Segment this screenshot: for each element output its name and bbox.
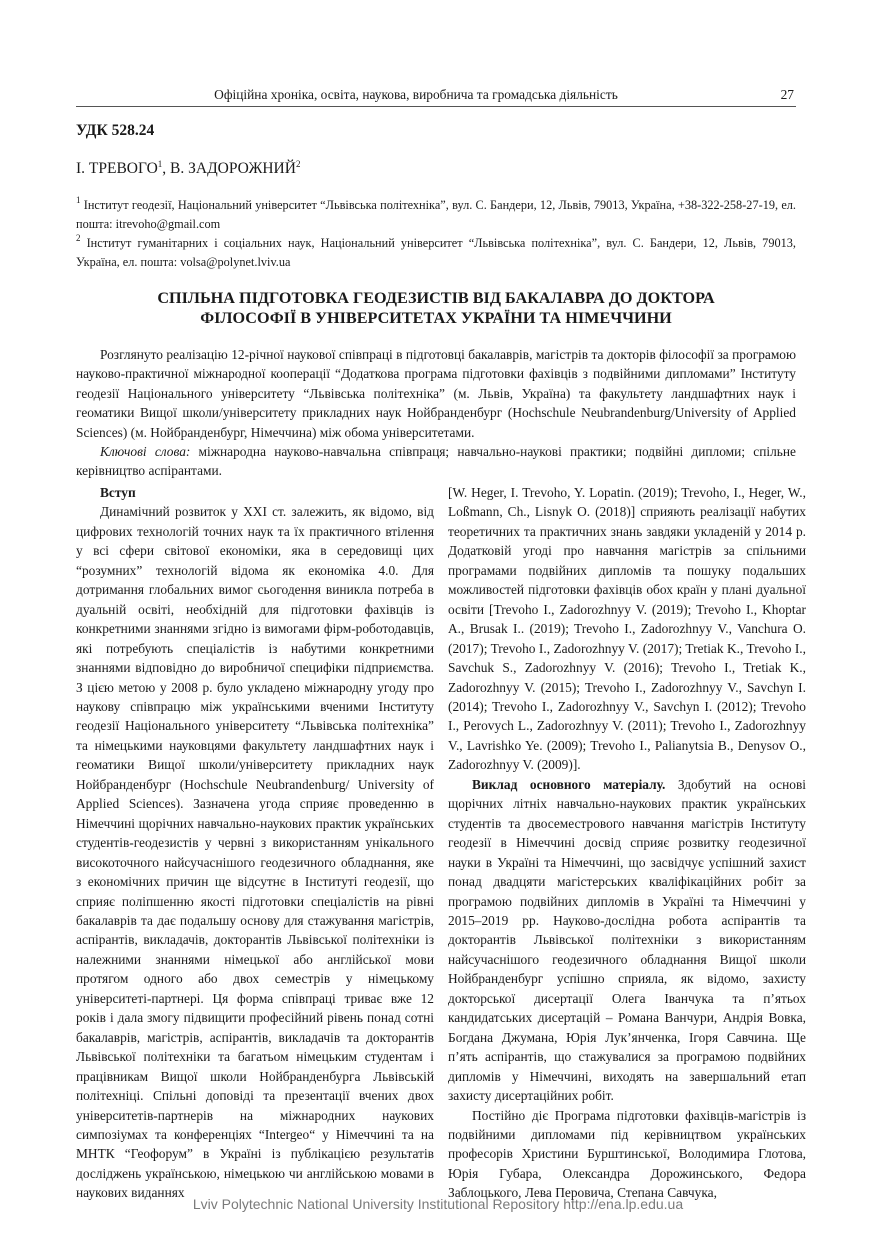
paper-title: [76, 288, 796, 328]
affiliation-2: [76, 234, 796, 272]
repository-footer: Lviv Polytechnic National University Institutional Repository http://ena.lp.edu.ua: [192, 1196, 684, 1212]
paper-title-line-1: СПІЛЬНА ПІДГОТОВКА ГЕОДЕЗИСТІВ ВІД БАКАЛАВРА ДО ДОКТОРА: [157, 289, 715, 307]
udk-code: УДК 528.24: [76, 122, 155, 139]
running-head: [76, 86, 796, 107]
intro-paragraph: Динамічний розвиток у XXI ст. залежить, як відомо, від цифрових технологій точних наук та їх практичного втілення у всі сфери світової економіки, яка в середовищі цих “розумних” технологій відома як економіка 4.0. Для дотримання глобальних вимог сьогодення виникла потреба в дуальній освіті, необхідній для підготовки фахівців із конкретними знаннями згідно із вимогами фірм-роботодавців, які потребують спеціалістів із набутими конкретними знаннями відповідно до виробничої специфіки підприємства. З цією метою у 2008 р. було укладено міжнародну угоду про наукову співпрацю між українськими вченими Інституту геодезії Національного університету “Львівська політехніка” та німецькими науковцями факультету ландшафтних наук і геоматики Вищої школи/університету прикладних наук Нойбранденбург (Hochschule Neubrandenburg/ University of Applied Sciences). Зазначена угода сприяє проведенню в Німеччині щорічних навчально-наукових практик українських студентів-геодезистів у червні з використанням унікального високоточного найсучаснішого геодезичного обладнання, яке з економічних причин ще відсутнє в Інституті геодезії, що сприяє поліпшенню якості підготовки спеціалістів на рівні бакалаврів та дає подальшу основу для стажування магістрів, аспірантів, викладачів, докторантів Львівської політехніки із належними знаннями німецької або англійської мови протягом одного або двох семестрів у німецькому університеті-партнері. Ця форма співпраці триває вже 12 років і дала змогу підвищити професійний рівень понад сотні бакалаврів, магістрів, аспірантів, викладачів та докторантів Львівської політехніки та багатьом німецьким студентам і працівникам Вищої школи Нойбранденбурга Львівській політехніці. Спільні доповіді та презентації вчених двох університетів-партнерів на міжнародних наукових симпозіумах та конференціях “Intergeo“ у Німеччині та на МНТК “Геофорум” в Україні із публікацією результатів досліджень українською, німецькою чи англійською мовами в наукових виданнях: [76, 504, 434, 1201]
right-column: [448, 483, 806, 1203]
main-material-text: Здобутий на основі щорічних літніх навчально-наукових практик українських студентів та двосеместрового навчання магістрів Інституту геодезії в Німеччині досвід сприяє розвитку геодезичної науки в Україні та Німеччині, що засвідчує успішний захист понад двадцяти магістерських кваліфікаційних робіт за програмою подвійних дипломів в Україні та Німеччині у 2015–2019 рр. Науково-дослідна робота аспірантів та докторантів Львівської політехніки з використанням найсучаснішого геодезичного обладнання Вищої школи Нойбранденбург успішно сприяла, як відомо, захисту докторської дисертації Олега Іванчука та п’ятьох кандидатських дисертацій – Романа Ванчури, Андрія Вовка, Богдана Джумана, Юрія Лук’янченка, Ігоря Савчина. Ще п’ять аспірантів, що стажувалися за програмою подвійних дипломів у Німеччині, виходять на завершальний етап захисту дисертаційних робіт.: [448, 776, 806, 1104]
abstract: [76, 345, 796, 481]
left-column: [76, 483, 434, 1203]
keywords: [76, 442, 796, 481]
author-name: І. ТРЕВОГО: [76, 160, 158, 177]
keywords-list: міжнародна науково-навчальна співпраця; навчально-наукові практики; подвійні дипломи; спільне керівництво аспірантами.: [76, 444, 796, 479]
author-name: В. ЗАДОРОЖНИЙ: [170, 160, 296, 177]
authors-separator: ,: [162, 160, 171, 177]
affiliation-text: Інститут гуманітарних і соціальних наук, Національний університет “Львівська політехніка”, вул. С. Бандери, 12, Львів, 79013, Україна, ел. пошта: volsa@polynet.lviv.ua: [76, 236, 796, 269]
section-heading-intro: Вступ: [100, 485, 136, 500]
affiliation-text: Інститут геодезії, Національний університет “Львівська політехніка”, вул. С. Бандери, 12, Львів, 79013, Україна, +38-322-258-27-19, ел. пошта: itrevoho@gmail.com: [76, 198, 796, 231]
affiliation-mark: 2: [76, 233, 81, 243]
abstract-text: Розглянуто реалізацію 12-річної наукової співпраці в підготовці бакалаврів, магістрів та докторів філософії за програмою науково-практичної міжнародної кооперації “Додаткова програма підготовки фахівців з подвійними дипломами” Інституту геодезії Національного університету “Львівська політехніка” (м. Львів, Україна) та факультету ландшафтних наук і геоматики Вищої школи/університету прикладних наук Нойбранденбург (Hochschule Neubrandenburg/University of Applied Sciences) (м. Нойбранденбург, Німеччина) між обома університетами.: [76, 347, 796, 440]
author-affiliation-mark: 2: [295, 159, 301, 169]
section-heading-main: Виклад основного матеріалу.: [472, 776, 666, 792]
references-paragraph: [W. Heger, I. Trevoho, Y. Lopatin. (2019); Trevoho, I., Heger, W., Loßmann, Ch., Lisnyk O. (2018)] сприяють реалізації набутих теоретичних та практичних знань завдяки укладеній у 2014 р. Додатковій угоді про навчання магістрів за спільними програмами подвійних дипломів та пошуку подальших можливостей підготовки фахівців обох країн у плані дуальної освіти [Trevoho I., Zadorozhnyy V. (2019); Trevoho I., Khoptar A., Brusak I.. (2019); Trevoho I., Zadorozhnyy V., Vanchura O. (2017); Trevoho I., Zadorozhnyy V. (2017); Tretiak K., Trevoho I., Savchuk S., Zadorozhnyy V. (2016); Trevoho I., Tretiak K., Zadorozhnyy V. (2015); Trevoho I., Zadorozhnyy V., Savchyn I. (2014); Trevoho I., Zadorozhnyy V., Savchyn I. (2012); Trevoho I., Perovych L., Zadorozhnyy V. (2011); Trevoho I., Zadorozhnyy V., Lavrishko Ye. (2009); Trevoho I., Palianytsia B., Denysov O., Zadorozhnyy V. (2009)].: [448, 485, 806, 773]
keywords-label: Ключові слова:: [100, 444, 191, 460]
running-head-title: Офіційна хроніка, освіта, наукова, виробнича та громадська діяльність: [214, 87, 618, 102]
paper-title-line-2: ФІЛОСОФІЇ В УНІВЕРСИТЕТАХ УКРАЇНИ ТА НІМЕЧЧИНИ: [200, 309, 672, 327]
author-affiliation-mark: 1: [157, 159, 163, 169]
authors-line: [76, 160, 300, 178]
affiliation-1: [76, 196, 796, 234]
main-material-paragraph: [448, 775, 806, 1106]
affiliation-mark: 1: [76, 195, 81, 205]
program-paragraph: Постійно діє Програма підготовки фахівців-магістрів із подвійними дипломами під керівництвом українських професорів Христини Бурштинської, Володимира Глотова, Юрія Губара, Олександра Дорожинського, Федора Заблоцького, Лева Перовича, Степана Савчука,: [448, 1107, 806, 1201]
page-number: 27: [780, 87, 794, 102]
